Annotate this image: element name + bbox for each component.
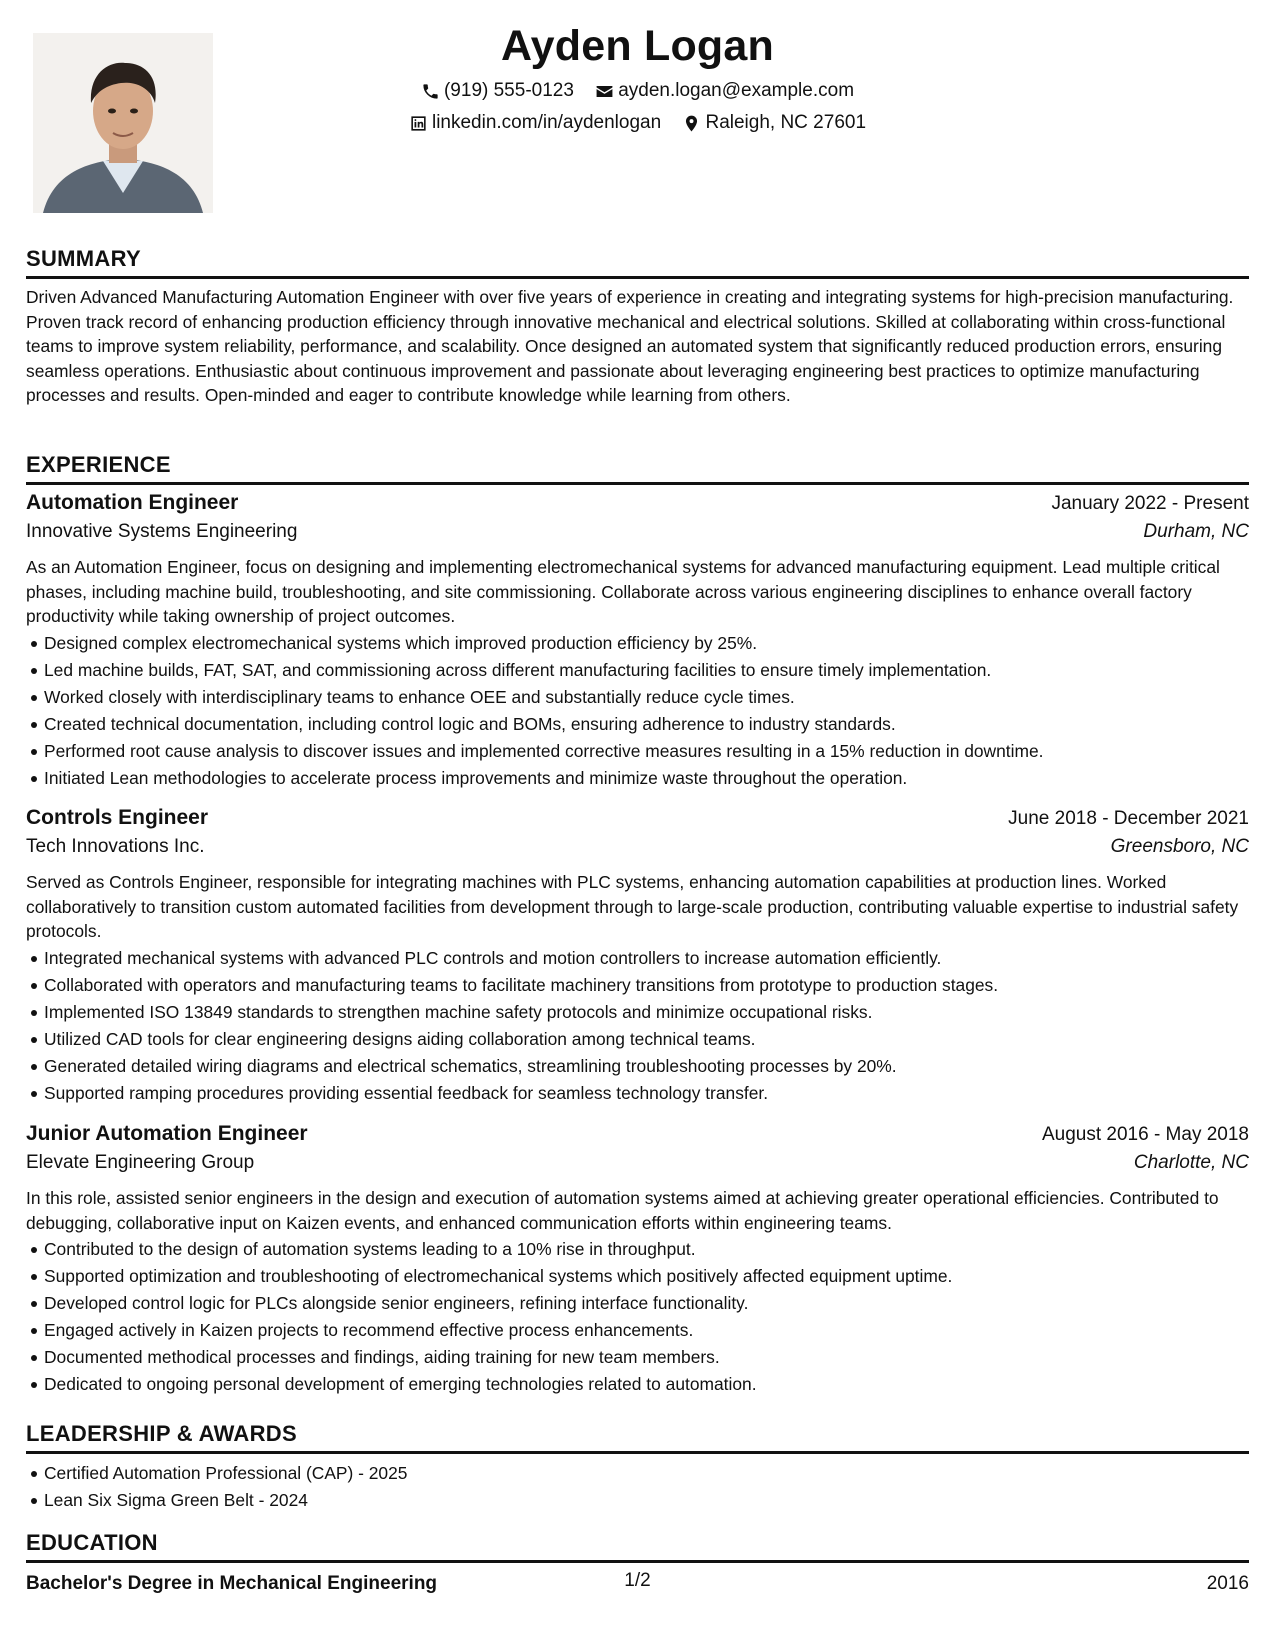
job-location: Greensboro, NC bbox=[1110, 836, 1249, 857]
list-item: Supported ramping procedures providing essential feedback for seamless technology transfer. bbox=[26, 1080, 1249, 1107]
experience-section bbox=[26, 452, 1249, 485]
section-title: LEADERSHIP & AWARDS bbox=[26, 1421, 1249, 1454]
job-description: In this role, assisted senior engineers in the design and execution of automation systems aimed at achieving greater operational efficiencies. Contributed to debugging, collaborative input on Kaizen events, and enhanced communication efforts within engineering teams. bbox=[26, 1188, 1219, 1233]
job-bullets bbox=[26, 1236, 1249, 1398]
job-company: Innovative Systems Engineering bbox=[26, 521, 298, 542]
map-pin-icon bbox=[682, 114, 701, 133]
awards-list bbox=[26, 1460, 1249, 1514]
list-item: Initiated Lean methodologies to accelerate process improvements and minimize waste throughout the operation. bbox=[26, 765, 1249, 792]
job-bullets bbox=[26, 630, 1249, 792]
contact-line-2 bbox=[0, 112, 1275, 139]
list-item: Developed control logic for PLCs alongside senior engineers, refining interface functionality. bbox=[26, 1290, 1249, 1317]
list-item: Implemented ISO 13849 standards to strengthen machine safety protocols and minimize occupational risks. bbox=[26, 999, 1249, 1026]
location-text: Raleigh, NC 27601 bbox=[705, 112, 867, 133]
list-item: Supported optimization and troubleshooting of electromechanical systems which positively affected equipment uptime. bbox=[26, 1263, 1249, 1290]
list-item: Integrated mechanical systems with advanced PLC controls and motion controllers to increase automation efficiently. bbox=[26, 945, 1249, 972]
job-location: Durham, NC bbox=[1143, 521, 1249, 542]
envelope-icon bbox=[595, 82, 614, 101]
email-address: ayden.logan@example.com bbox=[618, 80, 855, 101]
summary-text: Driven Advanced Manufacturing Automation Engineer with over five years of experience in creating and integrating systems for high-precision manufacturing. Proven track record of enhancing production efficiency through innovative mechanical and electrical solutions. Skilled at collaborating within cross-functional teams to improve system reliability, performance, and scalability. Once designed an automated system that significantly reduced production errors, ensuring seamless operations. Enthusiastic about continuous improvement and passionate about leveraging engineering best practices to optimize manufacturing processes and results. Open-minded and eager to contribute knowledge while learning from others. bbox=[26, 287, 1234, 406]
list-item: Dedicated to ongoing personal development of emerging technologies related to automation. bbox=[26, 1371, 1249, 1398]
job-entry bbox=[26, 491, 1249, 792]
job-title: Junior Automation Engineer bbox=[26, 1122, 308, 1145]
linkedin-icon bbox=[409, 114, 428, 133]
linkedin-url: linkedin.com/in/aydenlogan bbox=[431, 112, 662, 133]
list-item: Certified Automation Professional (CAP) - 2025 bbox=[26, 1460, 1249, 1487]
phone-number: (919) 555-0123 bbox=[443, 80, 574, 101]
list-item: Created technical documentation, including control logic and BOMs, ensuring adherence to industry standards. bbox=[26, 711, 1249, 738]
linkedin-contact[interactable] bbox=[409, 112, 661, 134]
contact-line-1 bbox=[0, 80, 1275, 107]
section-title: EDUCATION bbox=[26, 1530, 1249, 1563]
list-item: Engaged actively in Kaizen projects to recommend effective process enhancements. bbox=[26, 1317, 1249, 1344]
education-degree: Bachelor's Degree in Mechanical Engineering bbox=[26, 1573, 438, 1594]
candidate-name: Ayden Logan bbox=[501, 22, 774, 70]
list-item: Worked closely with interdisciplinary teams to enhance OEE and substantially reduce cycle times. bbox=[26, 684, 1249, 711]
location-contact bbox=[682, 112, 866, 134]
section-title: SUMMARY bbox=[26, 246, 1249, 279]
section-title: EXPERIENCE bbox=[26, 452, 1249, 485]
job-entry bbox=[26, 806, 1249, 1107]
list-item: Generated detailed wiring diagrams and electrical schematics, streamlining troubleshooting processes by 20%. bbox=[26, 1053, 1249, 1080]
job-title: Controls Engineer bbox=[26, 806, 209, 829]
list-item: Lean Six Sigma Green Belt - 2024 bbox=[26, 1487, 1249, 1514]
list-item: Designed complex electromechanical systems which improved production efficiency by 25%. bbox=[26, 630, 1249, 657]
job-entry bbox=[26, 1122, 1249, 1398]
list-item: Utilized CAD tools for clear engineering designs aiding collaboration among technical teams. bbox=[26, 1026, 1249, 1053]
list-item: Collaborated with operators and manufacturing teams to facilitate machinery transitions from prototype to production stages. bbox=[26, 972, 1249, 999]
job-title: Automation Engineer bbox=[26, 491, 239, 514]
phone-icon bbox=[421, 82, 440, 101]
job-description: Served as Controls Engineer, responsible for integrating machines with PLC systems, enhancing automation capabilities at production lines. Worked collaboratively to transition custom automated facilities from development through to large-scale production, contributing valuable expertise to industrial safety protocols. bbox=[26, 872, 1239, 942]
list-item: Led machine builds, FAT, SAT, and commissioning across different manufacturing facilities to ensure timely implementation. bbox=[26, 657, 1249, 684]
list-item: Performed root cause analysis to discover issues and implemented corrective measures resulting in a 15% reduction in downtime. bbox=[26, 738, 1249, 765]
email-contact[interactable] bbox=[595, 80, 854, 102]
job-company: Tech Innovations Inc. bbox=[26, 836, 205, 857]
summary-section bbox=[26, 246, 1249, 408]
job-dates: January 2022 - Present bbox=[1051, 493, 1249, 514]
job-dates: June 2018 - December 2021 bbox=[1008, 808, 1249, 829]
list-item: Documented methodical processes and findings, aiding training for new team members. bbox=[26, 1344, 1249, 1371]
page-number: 1/2 bbox=[624, 1570, 651, 1591]
awards-section bbox=[26, 1421, 1249, 1514]
job-bullets bbox=[26, 945, 1249, 1107]
phone-contact[interactable] bbox=[421, 80, 574, 102]
job-description: As an Automation Engineer, focus on designing and implementing electromechanical systems for advanced manufacturing equipment. Lead multiple critical phases, including machine build, troubleshooting, and site commissioning. Collaborate across various engineering disciplines to enhance overall factory productivity while taking ownership of project outcomes. bbox=[26, 557, 1220, 627]
job-location: Charlotte, NC bbox=[1133, 1152, 1249, 1173]
job-dates: August 2016 - May 2018 bbox=[1041, 1124, 1249, 1145]
education-year: 2016 bbox=[1206, 1573, 1249, 1594]
list-item: Contributed to the design of automation systems leading to a 10% rise in throughput. bbox=[26, 1236, 1249, 1263]
job-company: Elevate Engineering Group bbox=[26, 1152, 255, 1173]
